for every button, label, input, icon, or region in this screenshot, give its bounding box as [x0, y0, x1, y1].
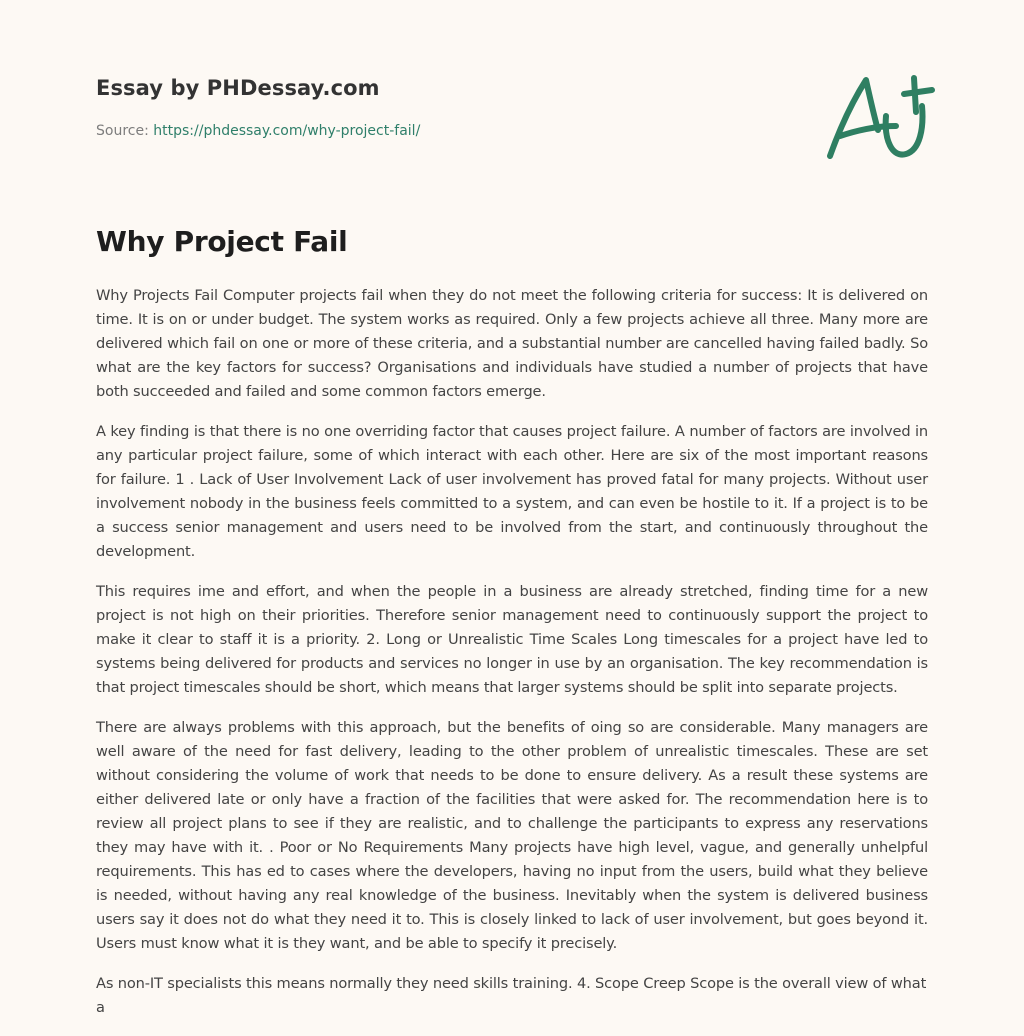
essay-paragraph: Why Projects Fail Computer projects fail when they do not meet the following criteria for success: It is delivered on time. It is on or under budget. The system works as required. Only a few projects achieve all three. Many more are delivered which fail on one or more of these criteria, and a substantial number are cancelled having failed badly. So what are the key factors for success? Organisations and individuals have studied a number of projects that have both succeeded and failed and some common factors emerge.: [96, 287, 928, 400]
site-brand: Essay by PHDessay.com: [96, 76, 380, 100]
essay-title: Why Project Fail: [96, 225, 348, 258]
source-label: Source:: [96, 123, 154, 139]
essay-paragraph: A key finding is that there is no one overriding factor that causes project failure. A number of factors are involved in any particular project failure, some of which interact with each other. Here are six of the most important reasons for failure. 1 . Lack of User Involvement Lack of user involvement has proved fatal for many projects. Without user involvement nobody in the business feels committed to a system, and can even be hostile to it. If a project is to be a success senior management and users need to be involved from the start, and continuously throughout the development.: [96, 423, 928, 560]
essay-paragraph: As non-IT specialists this means normally they need skills training. 4. Scope Creep Scope is the overall view of what a: [96, 975, 927, 1016]
essay-paragraph: This requires ime and effort, and when the people in a business are already stretched, finding time for a new project is not high on their priorities. Therefore senior management need to continuously support the project to make it clear to staff it is a priority. 2. Long or Unrealistic Time Scales Long timescales for a project have led to systems being delivered for products and services no longer in use by an organisation. The key recommendation is that project timescales should be short, which means that larger systems should be split into separate projects.: [96, 583, 928, 696]
source-line: [96, 123, 928, 139]
essay-paragraph: There are always problems with this approach, but the benefits of oing so are considerable. Many managers are well aware of the need for fast delivery, leading to the other problem of unrealistic timescales. These are set without considering the volume of work that needs to be done to ensure delivery. As a result these systems are either delivered late or only have a fraction of the facilities that were asked for. The recommendation here is to review all project plans to see if they are realistic, and to challenge the participants to express any reservations they may have with it. . Poor or No Requirements Many projects have high level, vague, and generally unhelpful requirements. This has ed to cases where the developers, having no input from the users, build what they believe is needed, without having any real knowledge of the business. Inevitably when the system is delivered business users say it does not do what they need it to. This is closely linked to lack of user involvement, but goes beyond it. Users must know what it is they want, and be able to specify it precisely.: [96, 719, 928, 952]
essay-header: [96, 76, 928, 139]
source-link[interactable]: https://phdessay.com/why-project-fail/: [153, 123, 421, 139]
a-plus-grade-icon: [818, 66, 938, 170]
essay-body: [96, 284, 928, 1036]
